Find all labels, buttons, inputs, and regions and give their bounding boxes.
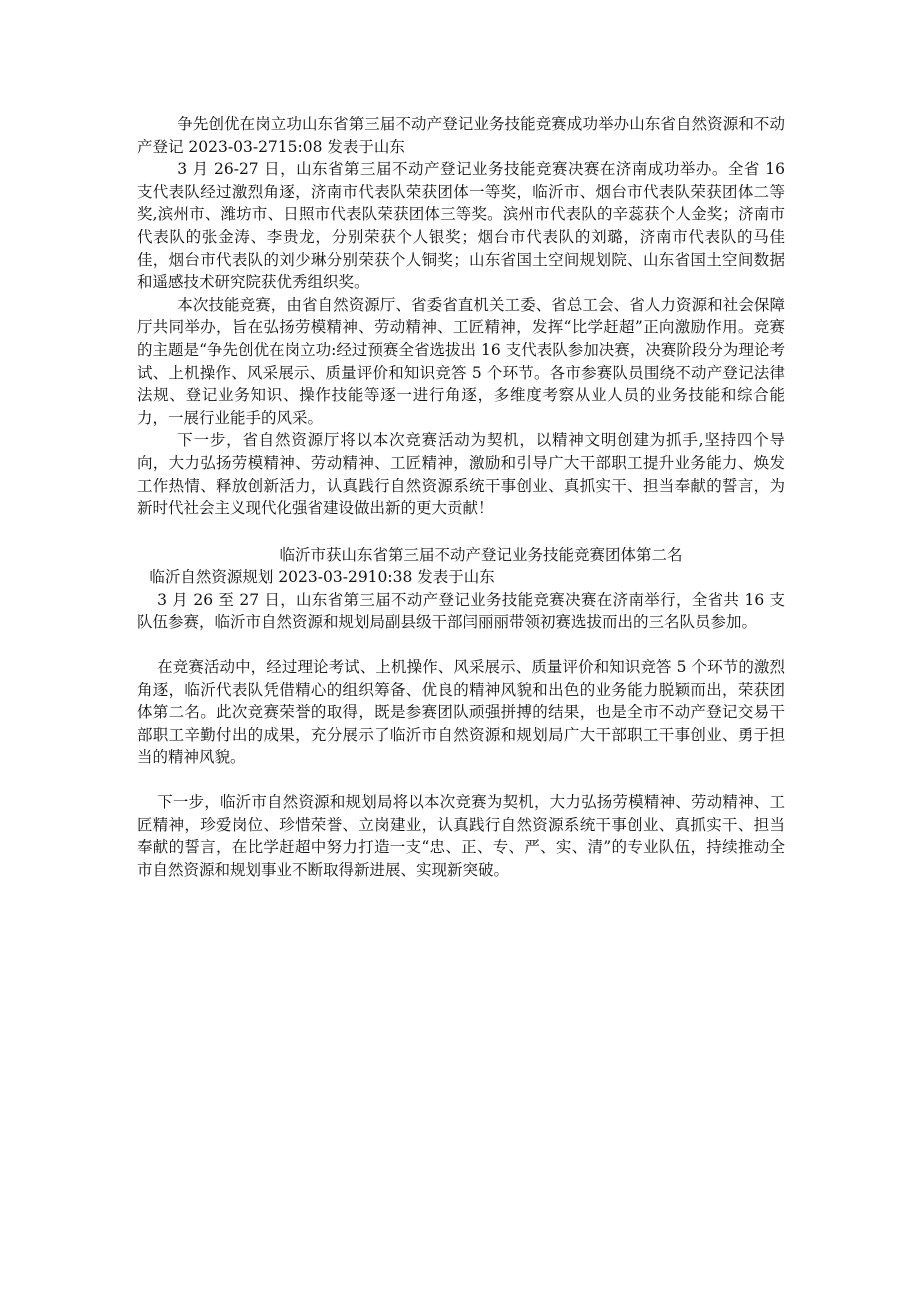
section-spacer [137,520,785,544]
article2-paragraph-3: 下一步，临沂市自然资源和规划局将以本次竞赛为契机，大力弘扬劳模精神、劳动精神、工匠精神，珍爱岗位、珍惜荣誉、立岗建业，认真践行自然资源系统干事创业、真抓实干、担当奉献的誓言，在比学赶超中努力打造一支“忠、正、专、严、实、清”的专业队伍，持续推动全市自然资源和规划事业不断取得新进展、实现新突破。 [137,793,785,879]
article1-paragraph-1: 3 月 26-27 日，山东省第三届不动产登记业务技能竞赛决赛在济南成功举办。全省 16 支代表队经过激烈角逐，济南市代表队荣获团体一等奖，临沂市、烟台市代表队荣获团体二等奖,滨州市、潍坊市、日照市代表队荣获团体三等奖。滨州市代表队的辛蕊获个人金奖；济南市代表队的张金涛、李贵龙，分别荣获个人银奖；烟台市代表队的刘璐，济南市代表队的马佳佳，烟台市代表队的刘少琳分别荣获个人铜奖；山东省国土空间规划院、山东省国土空间数据和遥感技术研究院获优秀组织奖。 [137,160,785,292]
article1-title: 争先创优在岗立功山东省第三届不动产登记业务技能竞赛成功举办山东省自然资源和不动产登记 2023-03-2715:08 发表于山东 [137,115,785,156]
article1-paragraph-2: 本次技能竞赛，由省自然资源厅、省委省直机关工委、省总工会、省人力资源和社会保障厅共同举办，旨在弘扬劳模精神、劳动精神、工匠精神，发挥“比学赶超”正向激励作用。竞赛的主题是“争先创优在岗立功:经过预赛全省选拔出 16 支代表队参加决赛，决赛阶段分为理论考试、上机操作、风采展示、质量评价和知识竞答 5 个环节。各市参赛队员围绕不动产登记法律法规、登记业务知识、操作技能等逐一进行角逐，多维度考察从业人员的业务技能和综合能力，一展行业能手的风采。 [137,295,785,427]
article2-title: 临沂市获山东省第三届不动产登记业务技能竞赛团体第二名 [279,545,683,564]
paragraph-spacer [137,769,785,791]
paragraph-spacer [137,634,785,656]
article2-paragraph-2: 在竞赛活动中，经过理论考试、上机操作、风采展示、质量评价和知识竞答 5 个环节的激烈角逐，临沂代表队凭借精心的组织筹备、优良的精神风貌和出色的业务能力脱颖而出，荣获团体第二名。此次竞赛荣誉的取得，既是参赛团队顽强拼搏的结果，也是全市不动产登记交易干部职工辛勤付出的成果，充分展示了临沂市自然资源和规划局广大干部职工干事创业、勇于担当的精神风貌。 [137,658,785,767]
article1-paragraph-3: 下一步，省自然资源厅将以本次竞赛活动为契机，以精神文明创建为抓手,坚持四个导向，大力弘扬劳模精神、劳动精神、工匠精神，激励和引导广大干部职工提升业务能力、焕发工作热情、释放创新活力，认真践行自然资源系统干事创业、真抓实干、担当奉献的誓言，为新时代社会主义现代化强省建设做出新的更大贡献！ [137,431,785,518]
article2-byline: 临沂自然资源规划 2023-03-2910:38 发表于山东 [149,568,495,587]
article2-paragraph-1: 3 月 26 至 27 日，山东省第三届不动产登记业务技能竞赛决赛在济南举行，全省共 16 支队伍参赛，临沂市自然资源和规划局副县级干部闫丽丽带领初赛选拔而出的三名队员参加。 [137,590,785,632]
document-page [137,113,785,881]
